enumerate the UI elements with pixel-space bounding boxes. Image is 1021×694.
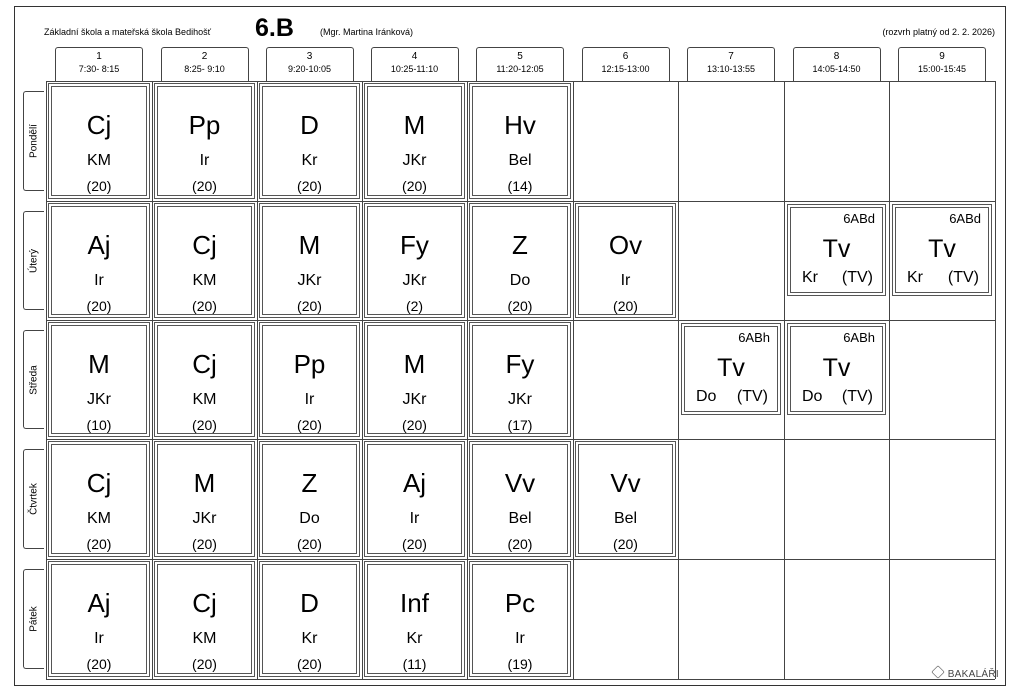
lesson-cell[interactable] xyxy=(259,83,360,199)
lesson-room: (19) xyxy=(507,656,533,672)
lesson-teacher: Ir xyxy=(620,272,631,289)
lesson-subject: Aj xyxy=(87,588,111,618)
lesson-teacher: Ir xyxy=(304,391,315,408)
lesson-room: (20) xyxy=(86,656,112,672)
lesson-room: (20) xyxy=(192,656,217,672)
group-lesson-cell[interactable] xyxy=(892,204,992,296)
day-label-4 xyxy=(23,449,44,549)
lesson-cell[interactable] xyxy=(154,441,255,557)
period-header-6 xyxy=(582,47,670,81)
lesson-room: (20) xyxy=(297,656,322,672)
period-number: 3 xyxy=(306,51,313,62)
lesson-cell[interactable] xyxy=(154,203,255,318)
grid-column-line xyxy=(889,81,890,679)
lesson-room: (20) xyxy=(86,536,112,552)
period-time: 11:20-12:05 xyxy=(496,64,544,74)
period-header-5 xyxy=(476,47,564,81)
grid-column-line xyxy=(362,81,363,679)
lesson-group: 6ABd xyxy=(949,211,981,226)
lesson-room: (TV) xyxy=(841,388,873,405)
lesson-teacher: KM xyxy=(192,272,217,289)
period-time: 8:25- 9:10 xyxy=(184,64,225,74)
grid-column-line xyxy=(467,81,468,679)
day-name: Pondělí xyxy=(28,124,40,158)
lesson-subject: Vv xyxy=(610,468,641,498)
lesson-subject: Tv xyxy=(822,354,851,382)
lesson-teacher: Kr xyxy=(802,269,818,286)
lesson-room: (20) xyxy=(192,536,217,552)
lesson-cell[interactable] xyxy=(48,441,150,557)
period-header-2 xyxy=(161,47,249,81)
period-number: 7 xyxy=(728,51,734,62)
lesson-room: (20) xyxy=(297,536,322,552)
lesson-room: (17) xyxy=(507,417,533,433)
lesson-subject: Tv xyxy=(928,235,956,263)
lesson-group: 6ABd xyxy=(843,211,875,226)
grid-column-line xyxy=(784,81,785,679)
lesson-cell[interactable] xyxy=(154,83,255,199)
lesson-subject: Cj xyxy=(192,349,217,379)
period-time: 7:30- 8:15 xyxy=(78,64,120,74)
period-number: 5 xyxy=(517,51,523,62)
lesson-cell[interactable] xyxy=(364,561,465,677)
lesson-cell[interactable] xyxy=(575,203,676,318)
grid-column-line xyxy=(995,81,996,679)
grid-row-line xyxy=(46,81,995,82)
lesson-teacher: Kr xyxy=(301,630,318,647)
period-number: 6 xyxy=(622,51,629,62)
day-name: Pátek xyxy=(28,606,40,632)
lesson-room: (TV) xyxy=(947,269,979,286)
lesson-teacher: Kr xyxy=(907,269,923,286)
period-header-4 xyxy=(371,47,459,81)
lesson-teacher: Do xyxy=(299,510,320,527)
lesson-subject: Aj xyxy=(87,230,111,260)
lesson-room: (20) xyxy=(192,298,217,314)
lesson-teacher: Ir xyxy=(199,152,210,169)
lesson-teacher: Bel xyxy=(508,152,532,169)
lesson-subject: Pp xyxy=(188,110,221,140)
day-label-5 xyxy=(23,569,44,669)
period-header-7 xyxy=(687,47,775,81)
lesson-cell[interactable] xyxy=(259,322,360,437)
period-time: 9:20-10:05 xyxy=(287,64,332,74)
lesson-cell[interactable] xyxy=(469,322,571,437)
grid-row-line xyxy=(46,201,995,202)
lesson-room: (20) xyxy=(192,178,217,194)
day-label-3 xyxy=(23,330,44,429)
lesson-cell[interactable] xyxy=(48,83,150,199)
lesson-subject: Cj xyxy=(192,588,217,618)
grid-column-line xyxy=(257,81,258,679)
lesson-cell[interactable] xyxy=(364,322,465,437)
period-time: 13:10-13:55 xyxy=(706,64,756,74)
lesson-cell[interactable] xyxy=(364,83,465,199)
lesson-room: (20) xyxy=(192,417,217,433)
lesson-teacher: JKr xyxy=(87,391,111,408)
lesson-room: (11) xyxy=(402,656,427,672)
grid-row-line xyxy=(46,559,995,560)
lesson-subject: Fy xyxy=(505,349,535,379)
lesson-teacher: JKr xyxy=(402,272,427,289)
lesson-room: (20) xyxy=(613,536,638,552)
bakalari-icon xyxy=(931,665,945,679)
lesson-teacher: KM xyxy=(87,510,111,527)
lesson-teacher: Ir xyxy=(409,510,420,527)
validity-note: (rozvrh platný od 2. 2. 2026) xyxy=(882,27,995,37)
lesson-group: 6ABh xyxy=(843,330,875,345)
lesson-room: (20) xyxy=(402,178,427,194)
lesson-cell[interactable] xyxy=(154,561,255,677)
lesson-cell[interactable] xyxy=(469,203,571,318)
lesson-room: (20) xyxy=(86,298,112,314)
lesson-teacher: JKr xyxy=(297,272,322,289)
lesson-room: (TV) xyxy=(736,388,768,405)
lesson-teacher: KM xyxy=(192,630,217,647)
grid-column-line xyxy=(573,81,574,679)
lesson-room: (20) xyxy=(613,298,638,314)
lesson-teacher: Ir xyxy=(94,630,104,647)
lesson-subject: Pp xyxy=(293,349,326,379)
lesson-subject: D xyxy=(300,110,319,140)
period-time: 15:00-15:45 xyxy=(917,64,967,74)
lesson-cell[interactable] xyxy=(364,203,465,318)
lesson-teacher: JKr xyxy=(402,152,427,169)
period-number: 1 xyxy=(96,51,102,62)
day-name: Středa xyxy=(28,364,40,395)
grid-column-line xyxy=(678,81,679,679)
period-number: 2 xyxy=(201,51,208,62)
school-name: Základní škola a mateřská škola Bedihošť xyxy=(44,27,211,37)
lesson-teacher: KM xyxy=(87,152,111,169)
lesson-cell[interactable] xyxy=(48,561,150,677)
lesson-teacher: Do xyxy=(696,388,717,405)
lesson-subject: Ov xyxy=(608,230,643,260)
lesson-teacher: Bel xyxy=(613,510,638,527)
day-name: Úterý xyxy=(28,248,40,273)
class-title: 6.B xyxy=(255,14,294,42)
period-header-1 xyxy=(55,47,143,81)
lesson-subject: Pc xyxy=(504,588,536,618)
lesson-room: (10) xyxy=(86,417,112,433)
group-lesson-cell[interactable] xyxy=(787,323,886,415)
bakalari-logo xyxy=(932,666,999,680)
lesson-cell[interactable] xyxy=(259,561,360,677)
grid-column-line xyxy=(152,81,153,679)
lesson-subject: M xyxy=(403,110,426,140)
period-time: 10:25-11:10 xyxy=(390,64,439,74)
lesson-subject: Cj xyxy=(192,230,217,260)
lesson-subject: Z xyxy=(301,468,318,498)
lesson-subject: Vv xyxy=(504,468,536,498)
lesson-cell[interactable] xyxy=(469,441,571,557)
lesson-subject: M xyxy=(403,349,426,379)
lesson-subject: Cj xyxy=(86,110,112,140)
period-header-3 xyxy=(266,47,354,81)
lesson-cell[interactable] xyxy=(469,561,571,677)
grid-row-line xyxy=(46,679,995,680)
lesson-subject: D xyxy=(300,588,319,618)
period-number: 8 xyxy=(833,51,840,62)
lesson-cell[interactable] xyxy=(259,441,360,557)
lesson-room: (TV) xyxy=(841,269,873,286)
lesson-cell[interactable] xyxy=(469,83,571,199)
lesson-teacher: Kr xyxy=(301,152,318,169)
lesson-teacher: Do xyxy=(509,272,531,289)
group-lesson-cell[interactable] xyxy=(787,204,886,296)
lesson-group: 6ABh xyxy=(738,330,770,345)
lesson-room: (20) xyxy=(297,298,322,314)
lesson-cell[interactable] xyxy=(48,322,150,437)
lesson-room: (20) xyxy=(402,536,427,552)
lesson-subject: Inf xyxy=(400,588,429,618)
lesson-room: (20) xyxy=(507,298,533,314)
lesson-subject: Z xyxy=(512,230,528,260)
grid-row-line xyxy=(46,320,995,321)
period-number: 9 xyxy=(939,51,945,62)
period-time: 12:15-13:00 xyxy=(601,64,650,74)
lesson-cell[interactable] xyxy=(48,203,150,318)
day-label-1 xyxy=(23,91,44,191)
brand-name: BAKALÁŘI xyxy=(947,669,999,680)
period-header-8 xyxy=(793,47,881,81)
lesson-cell[interactable] xyxy=(154,322,255,437)
lesson-room: (20) xyxy=(86,178,112,194)
lesson-teacher: Bel xyxy=(508,510,532,527)
period-time: 14:05-14:50 xyxy=(812,64,861,74)
lesson-room: (20) xyxy=(507,536,533,552)
lesson-subject: M xyxy=(298,230,321,260)
lesson-cell[interactable] xyxy=(575,441,676,557)
lesson-subject: M xyxy=(88,349,110,379)
lesson-room: (20) xyxy=(402,417,427,433)
lesson-subject: Hv xyxy=(504,110,536,140)
lesson-subject: Fy xyxy=(400,230,429,260)
lesson-teacher: Ir xyxy=(94,272,104,289)
lesson-subject: Tv xyxy=(822,235,851,263)
lesson-teacher: Ir xyxy=(515,630,525,647)
grid-column-line xyxy=(46,81,47,679)
lesson-teacher: Kr xyxy=(406,630,423,647)
lesson-subject: Tv xyxy=(717,354,745,382)
lesson-room: (20) xyxy=(297,417,322,433)
day-name: Čtvrtek xyxy=(28,483,40,515)
lesson-teacher: JKr xyxy=(192,510,217,527)
lesson-teacher: JKr xyxy=(402,391,427,408)
lesson-room: (2) xyxy=(405,298,424,314)
period-header-9 xyxy=(898,47,986,81)
group-lesson-cell[interactable] xyxy=(681,323,781,415)
lesson-subject: M xyxy=(193,468,216,498)
day-label-2 xyxy=(23,211,44,310)
lesson-room: (20) xyxy=(297,178,322,194)
lesson-teacher: JKr xyxy=(508,391,532,408)
lesson-subject: Aj xyxy=(402,468,427,498)
lesson-subject: Cj xyxy=(86,468,112,498)
grid-row-line xyxy=(46,439,995,440)
class-teacher: (Mgr. Martina Iránková) xyxy=(320,27,414,37)
lesson-room: (14) xyxy=(507,178,533,194)
period-number: 4 xyxy=(411,51,418,62)
lesson-cell[interactable] xyxy=(364,441,465,557)
lesson-teacher: KM xyxy=(192,391,217,408)
lesson-teacher: Do xyxy=(802,388,823,405)
lesson-cell[interactable] xyxy=(259,203,360,318)
